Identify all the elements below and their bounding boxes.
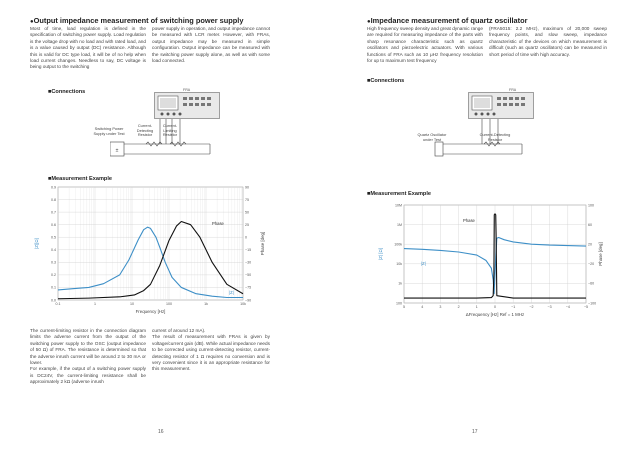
x-tick-label: 0.1 xyxy=(55,302,61,306)
phase-series-label: Phase xyxy=(463,218,475,223)
y-left-tick-label: 10k xyxy=(396,262,402,267)
y-right-tick-label: 20 xyxy=(588,242,592,247)
y-right-tick-label: 0 xyxy=(245,235,247,240)
right-example-title: ■Measurement Example xyxy=(367,191,432,197)
y-right-tick-label: −20 xyxy=(588,262,595,267)
bullet-icon: ● xyxy=(367,19,371,25)
x-axis-label: ΔFrequency [Hz] Ref = 1 MHz xyxy=(465,312,525,317)
right-heading: ●Impedance measurement of quartz oscillator xyxy=(367,16,528,25)
bullet-icon: ● xyxy=(30,19,34,25)
right-connections-title: ■Connections xyxy=(367,78,405,84)
y-left-tick-label: 0.7 xyxy=(51,210,56,215)
x-tick-label: −5 xyxy=(583,305,589,309)
res2-label-left: Current-Limiting Resistor xyxy=(162,123,178,138)
left-connections-title: ■Connections xyxy=(48,89,86,95)
impedance-series-label: |Z| xyxy=(229,290,234,295)
y-right-tick-label: 90 xyxy=(245,185,249,190)
y-left-tick-label: 10M xyxy=(395,203,402,208)
square-bullet-icon: ■ xyxy=(48,89,52,95)
y-right-tick-label: −60 xyxy=(588,281,595,286)
y-left-axis-label: |Z| [Ω] xyxy=(378,248,383,260)
x-tick-label: −3 xyxy=(547,305,552,309)
y-left-tick-label: 100k xyxy=(394,242,402,247)
y-left-tick-label: 100 xyxy=(396,301,402,306)
left-intro-col1: Most of time, load regulation is defined in the specification of switching power supply. Load regulation is the voltage drop with no load and with rated load, and is a value caused by output (DC) resistance. Although this is valid for DC type load, it will be of no help when load current changes. Needless to say, DC voltage is being output to the switching xyxy=(30,26,146,70)
phase-series-label: Phase xyxy=(212,221,224,226)
left-outro-col2: current of around 12 mA). The result of measurement with FRAs is given by voltage/current gain (dB). While actual impedance needs to be corrected using current-detecting resistor, current-detecting resistor of 1 Ω requires no conversion and is very convenient since it is an appropriate resistance for this measurement. xyxy=(152,328,270,372)
square-bullet-icon: ■ xyxy=(367,191,371,197)
fra-instrument xyxy=(154,92,220,119)
y-left-tick-label: 0.1 xyxy=(51,285,56,290)
y-right-tick-label: −15 xyxy=(245,248,252,253)
y-left-tick-label: 0.3 xyxy=(51,260,56,265)
page-number-left: 16 xyxy=(158,429,164,435)
right-chart xyxy=(366,197,606,321)
dut-label-right: Quartz Oscillator under Test xyxy=(417,132,447,142)
fra-instrument-icon xyxy=(154,92,220,119)
x-tick-label: −1 xyxy=(511,305,516,309)
x-tick-label: 2 xyxy=(457,305,460,309)
x-tick-label: −4 xyxy=(565,305,570,309)
fra-label: FRA xyxy=(183,88,191,92)
y-left-tick-label: 1M xyxy=(397,222,402,227)
y-right-tick-label: −90 xyxy=(245,298,252,303)
svg-text:±: ± xyxy=(115,148,119,154)
x-tick-label: 1 xyxy=(94,302,96,306)
x-tick-label: 1k xyxy=(204,302,208,306)
fra-instrument-icon xyxy=(468,92,534,119)
x-tick-label: 1 xyxy=(475,305,478,309)
x-tick-label: 4 xyxy=(421,305,424,309)
y-left-tick-label: 1k xyxy=(398,281,402,286)
dut-label-left: Switching Power Supply under Test xyxy=(93,126,125,136)
x-tick-label: 10k xyxy=(240,302,246,306)
res1-label-left: Current-Detecting Resistor xyxy=(136,123,154,138)
y-right-tick-label: 100 xyxy=(588,203,594,208)
y-left-tick-label: 0.6 xyxy=(51,222,56,227)
y-left-tick-label: 0.2 xyxy=(51,273,56,278)
y-right-axis-label: Phase [deg] xyxy=(598,242,603,266)
y-right-tick-label: 50 xyxy=(245,210,249,215)
square-bullet-icon: ■ xyxy=(48,176,52,182)
y-right-tick-label: 75 xyxy=(245,197,249,202)
x-tick-label: 5 xyxy=(403,305,405,309)
x-tick-label: 3 xyxy=(439,305,442,309)
impedance-series-label: |Z| xyxy=(421,261,426,266)
left-example-title: ■Measurement Example xyxy=(48,176,113,182)
fra-label-right: FRA xyxy=(509,88,517,92)
x-tick-label: 100 xyxy=(166,302,172,306)
left-heading: ●Output impedance measurement of switching power supply xyxy=(30,16,244,25)
plot-frame xyxy=(58,187,243,300)
res1-label-right: Current-Detecting Resistor xyxy=(479,132,511,142)
y-right-tick-label: −30 xyxy=(245,260,252,265)
square-bullet-icon: ■ xyxy=(367,78,371,84)
y-right-tick-label: −100 xyxy=(588,301,597,306)
y-right-tick-label: −50 xyxy=(245,273,252,278)
left-outro-col1: The current-limiting resistor in the connection diagram limits the adverse current from the output of the switching power supply to the OSC (output impedance of 50 Ω) of FRA. The resistance is determined so that the adverse inrush current will be around 2 to 30 mA or lower. For example, if the output of a switching power supply is DC24V, the current-limiting resistance shall be approximately 2 kΩ (adverse inrush xyxy=(30,328,146,385)
x-tick-label: −2 xyxy=(529,305,534,309)
y-left-tick-label: 0.0 xyxy=(51,298,56,303)
x-axis-label: Frequency [Hz] xyxy=(135,309,166,314)
y-left-tick-label: 0.5 xyxy=(51,235,56,240)
y-right-axis-label: Phase [deg] xyxy=(260,231,265,256)
left-intro-col2: power supply in operation, and output impedance cannot be measured with LCR meter. However, with FRAs, output impedance may be measured in simple configuration. Output impedance can be measured with the switching power supply alone, as well as with some load connected. xyxy=(152,26,270,64)
x-tick-label: 10 xyxy=(130,302,134,306)
y-left-tick-label: 0.4 xyxy=(51,248,56,253)
x-tick-label: 0 xyxy=(494,305,496,309)
y-right-tick-label: −75 xyxy=(245,285,252,290)
y-right-tick-label: 25 xyxy=(245,222,249,227)
y-left-axis-label: |Z|[Ω] xyxy=(34,238,39,249)
left-chart xyxy=(28,183,268,321)
y-left-tick-label: 0.9 xyxy=(51,185,56,190)
right-intro-col1: High frequency sweep density and great dynamic range are required for measuring impedance of the parts with sharp resonance characteristic such as quartz oscillators and piezoelectric actuators. With various functions of FRA such as 10 μHz frequency resolution for up to maximum test frequency xyxy=(367,26,483,64)
y-left-tick-label: 0.8 xyxy=(51,197,56,202)
right-intro-col2: (FRA5015: 2.2 MHz), maximum of 20,000 sweep frequency points, and slow sweep, impedance characteristic of the devices on which measurement is difficult (such as quartz oscillators) can be measured in short period of time with high accuracy. xyxy=(489,26,607,57)
fra-instrument-right xyxy=(468,92,534,119)
page-number-right: 17 xyxy=(472,429,478,435)
y-right-tick-label: 60 xyxy=(588,222,592,227)
